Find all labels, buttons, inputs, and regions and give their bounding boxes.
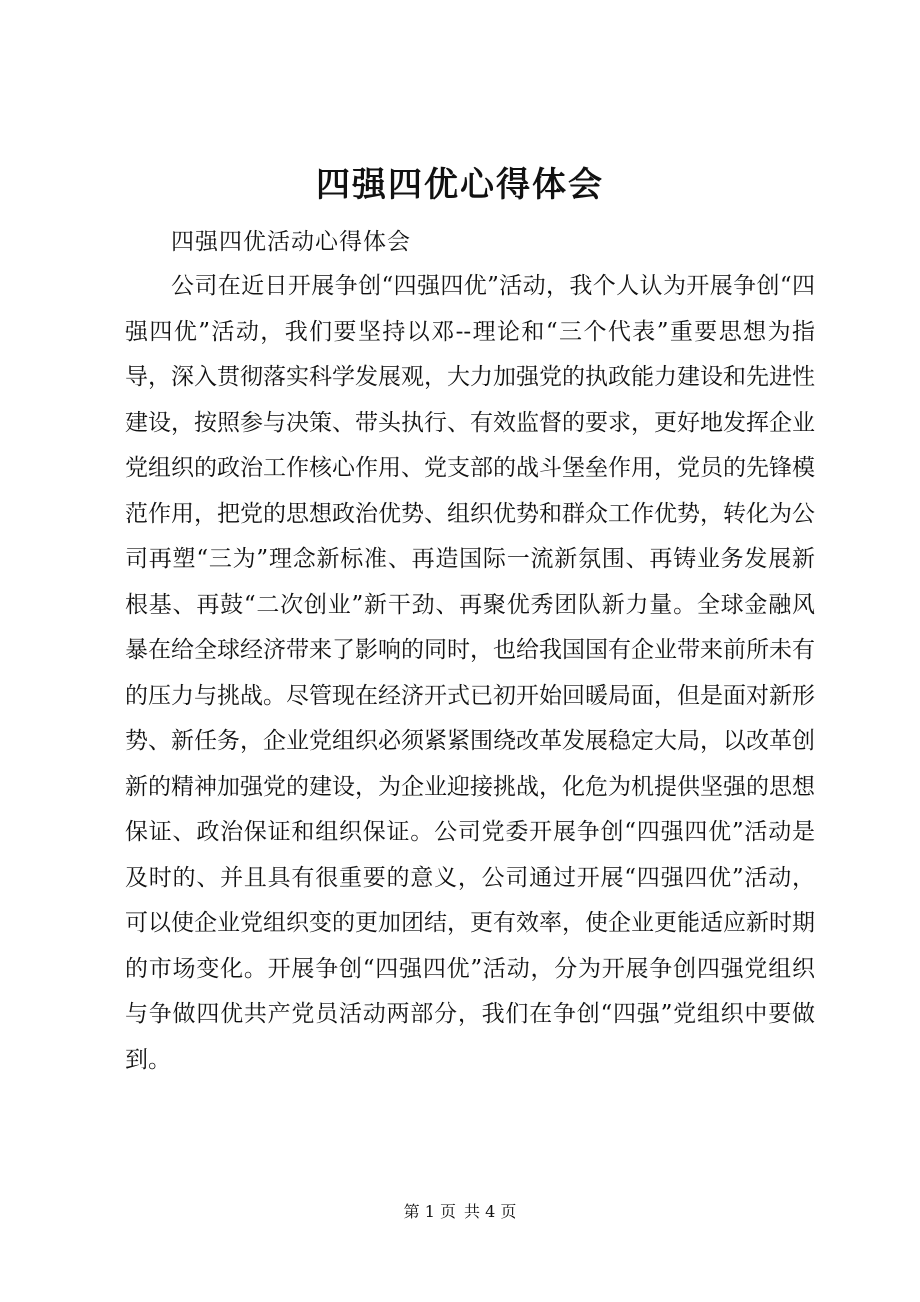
body-paragraph: 公司在近日开展争创“四强四优”活动，我个人认为开展争创“四强四优”活动，我们要坚持以邓--理论和“三个代表”重要思想为指导，深入贯彻落实科学发展观，大力加强党的执政能力建设和先进性建设，按照参与决策、带头执行、有效监督的要求，更好地发挥企业党组织的政治工作核心作用、党支部的战斗堡垒作用，党员的先锋模范作用，把党的思想政治优势、组织优势和群众工作优势，转化为公司再塑“三为”理念新标准、再造国际一流新氛围、再铸业务发展新根基、再鼓“二次创业”新干劲、再聚优秀团队新力量。全球金融风暴在给全球经济带来了影响的同时，也给我国国有企业带来前所未有的压力与挑战。尽管现在经济开式已初开始回暖局面，但是面对新形势、新任务，企业党组织必须紧紧围绕改革发展稳定大局，以改革创新的精神加强党的建设，为企业迎接挑战，化危为机提供坚强的思想保证、政治保证和组织保证。公司党委开展争创“四强四优”活动是及时的、并且具有很重要的意义，公司通过开展“四强四优”活动，可以使企业党组织变的更加团结，更有效率，使企业更能适应新时期的市场变化。开展争创“四强四优”活动，分为开展争创四强党组织与争做四优共产党员活动两部分，我们在争创“四强”党组织中要做到。 [125,273,815,1073]
document-body [125,264,815,1083]
document-title: 四强四优心得体会 [316,165,604,205]
document-subtitle: 四强四优活动心得体会 [171,229,411,255]
page-number-current: 第 1 页 [403,1202,456,1221]
page-number-total: 共 4 页 [464,1202,517,1221]
page-footer [0,1200,920,1224]
